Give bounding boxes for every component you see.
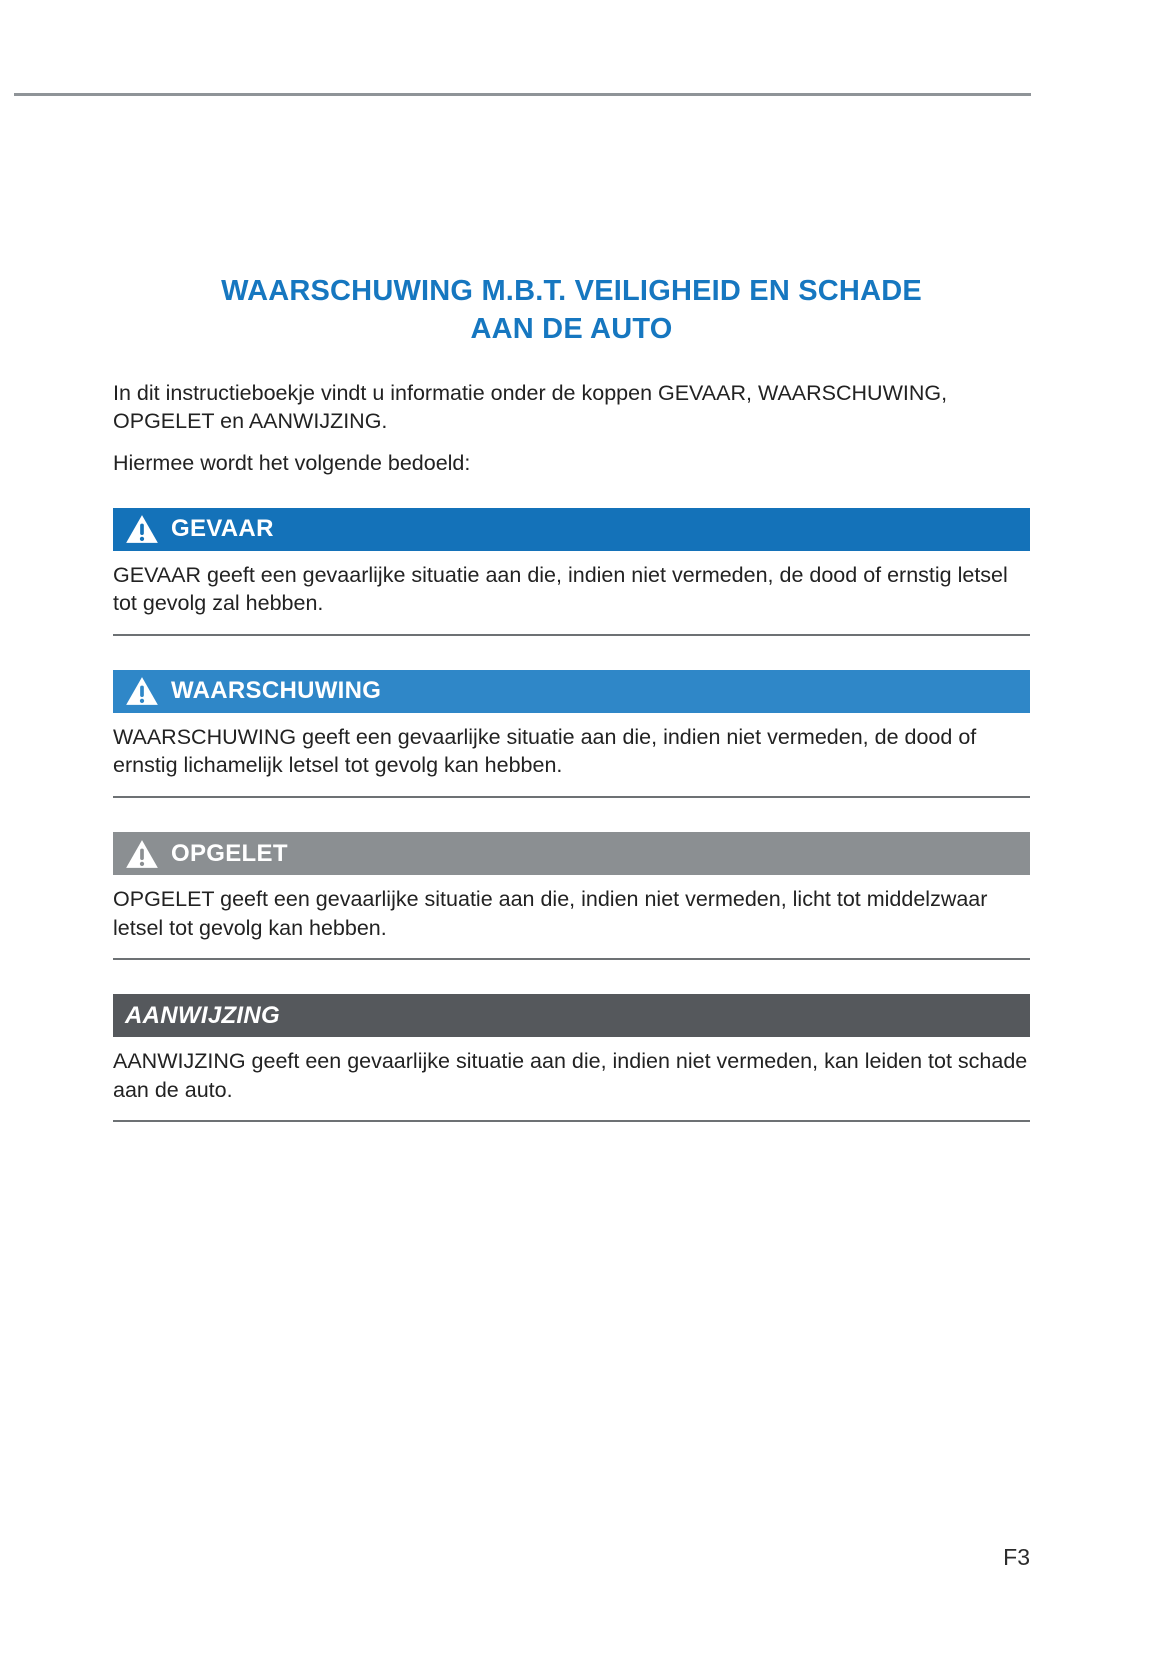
warning-triangle-icon (125, 514, 159, 544)
notice-divider (113, 958, 1030, 960)
warning-triangle-icon (125, 839, 159, 869)
notice-header-opgelet (113, 832, 1030, 875)
notice-label-gevaar: GEVAAR (171, 515, 274, 543)
top-divider (14, 93, 1031, 96)
page-content (113, 272, 1030, 1122)
notice-label-waarschuwing: WAARSCHUWING (171, 677, 382, 705)
intro-lead-in: Hiermee wordt het volgende bedoeld: (113, 451, 471, 476)
intro-paragraph: In dit instructieboekje vindt u informatie onder de koppen GEVAAR, WAARSCHUWING, OPGELET en AANWIJZING. (113, 380, 948, 433)
notice-body-gevaar: GEVAAR geeft een gevaarlijke situatie aan die, indien niet vermeden, de dood of ernstig letsel tot gevolg zal hebben. (113, 562, 1008, 616)
notice-body-opgelet: OPGELET geeft een gevaarlijke situatie aan die, indien niet vermeden, licht tot middelzwaar letsel tot gevolg kan hebben. (113, 887, 988, 940)
intro-section (113, 379, 1030, 478)
notice-header-gevaar (113, 508, 1030, 551)
notice-body-waarschuwing: WAARSCHUWING geeft een gevaarlijke situatie aan die, indien niet vermeden, de dood of ernstig lichamelijk letsel tot gevolg kan hebben. (113, 724, 977, 778)
notice-aanwijzing (113, 994, 1030, 1122)
notice-divider (113, 796, 1030, 798)
page-title (113, 272, 1030, 349)
notice-body-aanwijzing: AANWIJZING geeft een gevaarlijke situatie aan die, indien niet vermeden, kan leiden tot schade aan de auto. (113, 1049, 1028, 1102)
page-title-line1: WAARSCHUWING M.B.T. VEILIGHEID EN SCHADE (221, 275, 922, 307)
notice-label-opgelet: OPGELET (171, 839, 288, 867)
notice-gevaar (113, 508, 1030, 636)
page-number: F3 (1003, 1544, 1030, 1570)
notice-opgelet (113, 832, 1030, 960)
notice-header-aanwijzing (113, 994, 1030, 1037)
notice-divider (113, 634, 1030, 636)
notice-waarschuwing (113, 670, 1030, 798)
notice-label-aanwijzing: AANWIJZING (125, 1001, 280, 1029)
page-title-line2: AAN DE AUTO (470, 313, 673, 346)
warning-triangle-icon (125, 676, 159, 706)
notice-divider (113, 1120, 1030, 1122)
notice-header-waarschuwing (113, 670, 1030, 713)
